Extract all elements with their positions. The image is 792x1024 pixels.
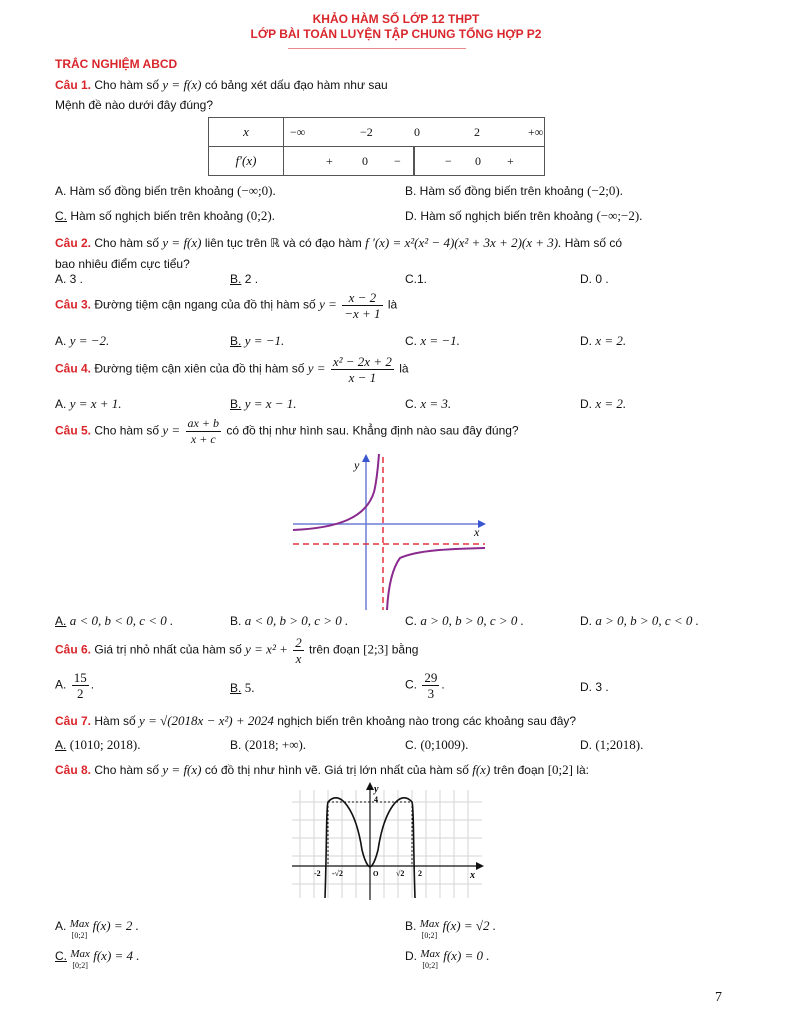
q3-option-c: C. x = −1. (405, 333, 460, 348)
header-line-1: KHẢO HÀM SỐ LỚP 12 THPT (312, 12, 480, 26)
x-tick-sqrt2: √2 (396, 869, 405, 878)
q1-ask: Mệnh đề nào dưới đây đúng? (55, 98, 214, 112)
q4-option-c: C. x = 3. (405, 396, 452, 411)
sign-x-0: 0 (414, 125, 420, 139)
q2-option-b: B. 2 . (230, 272, 259, 286)
q4-option-b: B. y = x − 1. (230, 396, 297, 411)
x-label: x (470, 870, 475, 881)
sign-x-neg2: −2 (360, 125, 373, 139)
question-3: Câu 3. Đường tiệm cận ngang của đồ thị hàm số y = $\frac{x - 2}{-x + 1}$ là (55, 290, 398, 321)
q6-option-b: B. 5. (230, 680, 255, 695)
x-tick-2: 2 (418, 869, 422, 878)
quartic-graph (290, 780, 486, 902)
q8-option-d: D. Max [0;2] f(x) = 0 . (405, 948, 490, 970)
q5-option-a: A. a < 0, b < 0, c < 0 . (55, 613, 174, 628)
q1-option-c: C. Hàm số nghịch biến trên khoảng (0;2). (55, 208, 275, 223)
q6-option-d: D. 3 . (580, 680, 609, 694)
q6-option-a: A. $\frac{15}{2}$ . (55, 670, 95, 701)
q3-option-b: B. y = −1. (230, 333, 285, 348)
q7-option-d: D. (1;2018). (580, 737, 644, 752)
section-title: TRẮC NGHIỆM ABCD (55, 57, 178, 71)
y-axis-arrow-icon (362, 454, 370, 462)
sign-zero-1: 0 (362, 154, 368, 168)
q3-option-d: D. x = 2. (580, 333, 627, 348)
question-7: Câu 7. Hàm số y = √(2018x − x²) + 2024 nghịch biến trên khoảng nào trong các khoảng sau đây? (55, 713, 577, 728)
x-tick-neg2: -2 (314, 869, 321, 878)
q5-option-b: B. a < 0, b > 0, c > 0 . (230, 613, 349, 628)
q7-option-b: B. (2018; +∞). (230, 737, 307, 752)
right-branch (387, 548, 485, 610)
question-6: Câu 6. Giá trị nhỏ nhất của hàm số y = x² + $\frac{2}{x}$ trên đoạn [2;3] bằng (55, 635, 419, 666)
q2-option-c: C.1. (405, 272, 428, 286)
q2-text4: bao nhiêu điểm cực tiểu? (55, 257, 190, 271)
origin-label: O (373, 870, 379, 878)
q2-option-a: A. 3 . (55, 272, 84, 286)
sign-minus-1: − (394, 154, 401, 168)
q6-option-c: C. $\frac{29}{3}$ . (405, 670, 445, 701)
q1-option-b: B. Hàm số đồng biến trên khoảng (−2;0). (405, 183, 623, 198)
q7-option-a: A. (1010; 2018). (55, 737, 141, 752)
sign-zero-2: 0 (475, 154, 481, 168)
q1-text: Cho hàm số (94, 78, 160, 92)
sign-table-fprime-head: f′(x) (209, 147, 284, 176)
page-number: 7 (715, 990, 722, 1005)
sign-table (208, 117, 545, 176)
sign-plus-1: + (326, 154, 333, 168)
q4-option-a: A. y = x + 1. (55, 396, 122, 411)
q8-option-a: A. Max [0;2] f(x) = 2 . (55, 918, 139, 940)
q7-option-c: C. (0;1009). (405, 737, 469, 752)
q5-option-c: C. a > 0, b > 0, c > 0 . (405, 613, 524, 628)
q2-option-d: D. 0 . (580, 272, 609, 286)
sign-x-2: 2 (474, 125, 480, 139)
header-rule: ________________________________________ (288, 40, 466, 49)
q3-option-a: A. y = −2. (55, 333, 110, 348)
question-2: Câu 2. Cho hàm số y = f(x) liên tục trên ℝ và có đạo hàm f ′(x) = x²(x² − 4)(x² + 3x + 2)(x + 3). Hàm số có (55, 235, 623, 250)
q1-option-a: A. Hàm số đồng biến trên khoảng (−∞;0). (55, 183, 276, 198)
question-4: Câu 4. Đường tiệm cận xiên của đồ thị hàm số y = $\frac{\text{x² − 2x + 2}}{x - 1}$ là (55, 354, 409, 385)
y-axis-arrow-icon (366, 782, 374, 790)
q1-func: y = f(x) (162, 77, 202, 92)
y-tick-4: 4 (374, 795, 378, 804)
question-5: Câu 5. Cho hàm số y = $\frac{ax + b}{x + c}$ có đồ thị như hình sau. Khẳng định nào sau đây đúng? (55, 416, 519, 446)
header-line-2: LỚP BÀI TOÁN LUYỆN TẬP CHUNG TỔNG HỢP P2 (250, 27, 542, 41)
q5-option-d: D. a > 0, b > 0, c < 0 . (580, 613, 699, 628)
q8-option-c: C. Max [0;2] f(x) = 4 . (55, 948, 140, 970)
sign-minus-2: − (445, 154, 452, 168)
sign-plus-2: + (507, 154, 514, 168)
sign-table-x-head: x (209, 118, 284, 147)
q8-option-b: B. Max [0;2] f(x) = √2 . (405, 918, 497, 940)
question-8: Câu 8. Cho hàm số y = f(x) có đồ thị như hình vẽ. Giá trị lớn nhất của hàm số f(x) trên đoạn [0;2] là: (55, 762, 589, 777)
y-label: y (374, 784, 379, 795)
x-axis-arrow-icon (476, 862, 484, 870)
q1-label: Câu 1. (55, 78, 92, 92)
x-label: x (474, 525, 480, 539)
q1-text2: có bảng xét dấu đạo hàm như sau (204, 78, 388, 92)
hyperbola-graph (288, 452, 488, 612)
sign-x-pos-inf: +∞ (528, 125, 544, 139)
question-1 (55, 77, 388, 93)
q1-option-d: D. Hàm số nghịch biến trên khoảng (−∞;−2). (405, 208, 643, 223)
y-label: y (354, 458, 360, 472)
x-tick-neg-sqrt2: -√2 (332, 869, 344, 878)
q4-option-d: D. x = 2. (580, 396, 627, 411)
sign-x-neg-inf: −∞ (290, 125, 306, 139)
